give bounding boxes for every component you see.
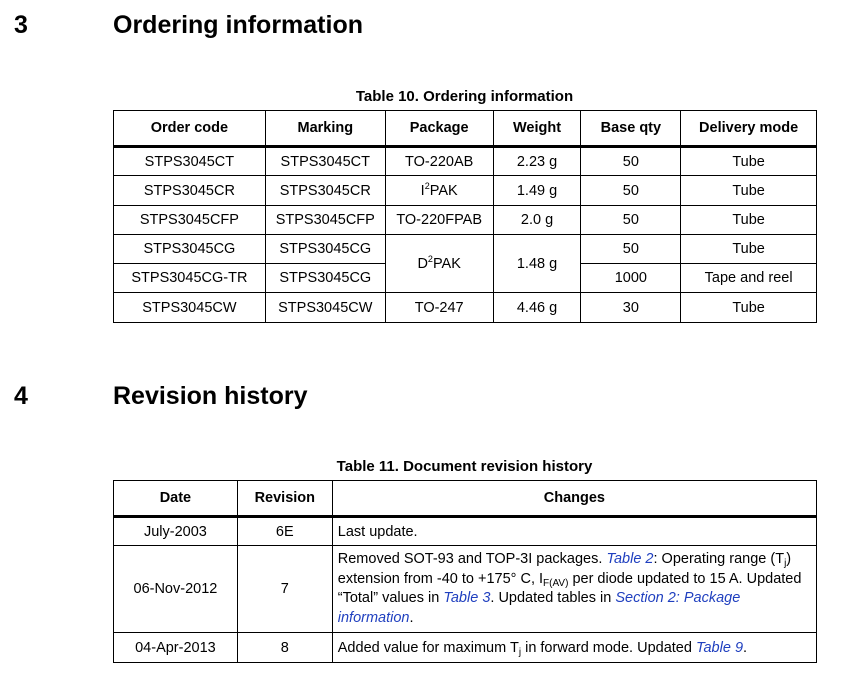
marking-cell: STPS3045CW	[265, 293, 385, 323]
section-title: Ordering information	[113, 11, 363, 39]
table-row	[114, 293, 817, 323]
package-prefix: D	[417, 255, 428, 272]
delivery-mode-cell: Tube	[681, 235, 817, 264]
subscript: F(AV)	[543, 577, 569, 589]
order-code-cell: STPS3045CG-TR	[114, 264, 266, 293]
section-number: 3	[14, 11, 28, 39]
base-qty-cell: 50	[581, 176, 681, 206]
revision-cell: 6E	[237, 517, 332, 546]
base-qty-cell: 1000	[581, 264, 681, 293]
changes-text: . Updated tables in	[490, 590, 616, 606]
changes-text: Added value for maximum T	[337, 639, 519, 656]
date-cell: July-2003	[114, 517, 238, 546]
changes-text: .	[409, 609, 414, 626]
column-header: Revision	[237, 481, 332, 517]
date-cell: 04-Apr-2013	[114, 633, 238, 663]
table-caption: Table 11. Document revision history	[336, 458, 593, 475]
changes-text: per diode updated to 15 A. Updated “Total” values in	[337, 570, 802, 606]
column-header: Weight	[493, 111, 581, 147]
table-caption: Table 10. Ordering information	[355, 88, 574, 105]
base-qty-cell: 30	[581, 293, 681, 323]
column-header: Changes	[332, 481, 816, 517]
weight-cell: 2.0 g	[493, 206, 581, 235]
weight-cell: 4.46 g	[493, 293, 581, 323]
subscript: j	[518, 646, 522, 658]
weight-cell: 2.23 g	[493, 147, 581, 176]
changes-text: ) extension from -40 to +175° C, I	[337, 551, 792, 587]
package-cell: TO-247	[385, 293, 493, 323]
changes-text: .	[743, 639, 748, 656]
table-row	[114, 633, 817, 663]
marking-cell: STPS3045CR	[265, 176, 385, 206]
column-header: Marking	[265, 111, 385, 147]
package-suffix: PAK	[429, 182, 458, 199]
package-cell	[385, 176, 493, 206]
marking-cell: STPS3045CG	[265, 264, 385, 293]
table-row	[114, 147, 817, 176]
table-header-row	[114, 111, 817, 147]
date-cell: 06-Nov-2012	[114, 546, 238, 633]
package-suffix: PAK	[432, 255, 461, 272]
delivery-mode-cell: Tube	[681, 293, 817, 323]
column-header: Package	[385, 111, 493, 147]
base-qty-cell: 50	[581, 206, 681, 235]
delivery-mode-cell: Tube	[681, 206, 817, 235]
section-2-link[interactable]: Section 2: Package information	[337, 590, 741, 626]
changes-text: in forward mode. Updated	[521, 639, 696, 656]
order-code-cell: STPS3045CFP	[114, 206, 266, 235]
column-header: Base qty	[581, 111, 681, 147]
table-9-link[interactable]: Table 9	[695, 639, 744, 656]
ordering-table	[113, 110, 817, 323]
marking-cell: STPS3045CFP	[265, 206, 385, 235]
table-2-link[interactable]: Table 2	[606, 551, 654, 567]
table-row	[114, 235, 817, 264]
changes-text: Removed SOT-93 and TOP-3I packages.	[337, 551, 607, 567]
column-header: Date	[114, 481, 238, 517]
changes-cell	[332, 546, 816, 633]
marking-cell: STPS3045CG	[265, 235, 385, 264]
delivery-mode-cell: Tube	[681, 147, 817, 176]
delivery-mode-cell: Tube	[681, 176, 817, 206]
package-prefix: I	[420, 182, 425, 199]
marking-cell: STPS3045CT	[265, 147, 385, 176]
revision-cell: 7	[237, 546, 332, 633]
package-cell	[385, 235, 493, 293]
delivery-mode-cell: Tape and reel	[681, 264, 817, 293]
order-code-cell: STPS3045CT	[114, 147, 266, 176]
order-code-cell: STPS3045CR	[114, 176, 266, 206]
table-row	[114, 176, 817, 206]
subscript: j	[784, 558, 787, 569]
table-row	[114, 206, 817, 235]
table-3-link[interactable]: Table 3	[443, 590, 491, 606]
weight-cell: 1.49 g	[493, 176, 581, 206]
changes-cell	[332, 633, 816, 663]
weight-cell: 1.48 g	[493, 235, 581, 293]
table-header-row	[114, 481, 817, 517]
section-number: 4	[14, 382, 28, 410]
changes-text: : Operating range (T	[653, 551, 785, 567]
table-row	[114, 546, 817, 633]
section-title: Revision history	[113, 382, 308, 410]
order-code-cell: STPS3045CW	[114, 293, 266, 323]
package-superscript: 2	[424, 180, 430, 191]
base-qty-cell: 50	[581, 147, 681, 176]
column-header: Delivery mode	[681, 111, 817, 147]
package-cell: TO-220AB	[385, 147, 493, 176]
changes-cell: Last update.	[332, 517, 816, 546]
package-cell: TO-220FPAB	[385, 206, 493, 235]
table-row	[114, 517, 817, 546]
package-superscript: 2	[427, 253, 433, 264]
column-header: Order code	[114, 111, 266, 147]
base-qty-cell: 50	[581, 235, 681, 264]
revision-history-table	[113, 480, 817, 663]
revision-cell: 8	[237, 633, 332, 663]
order-code-cell: STPS3045CG	[114, 235, 266, 264]
